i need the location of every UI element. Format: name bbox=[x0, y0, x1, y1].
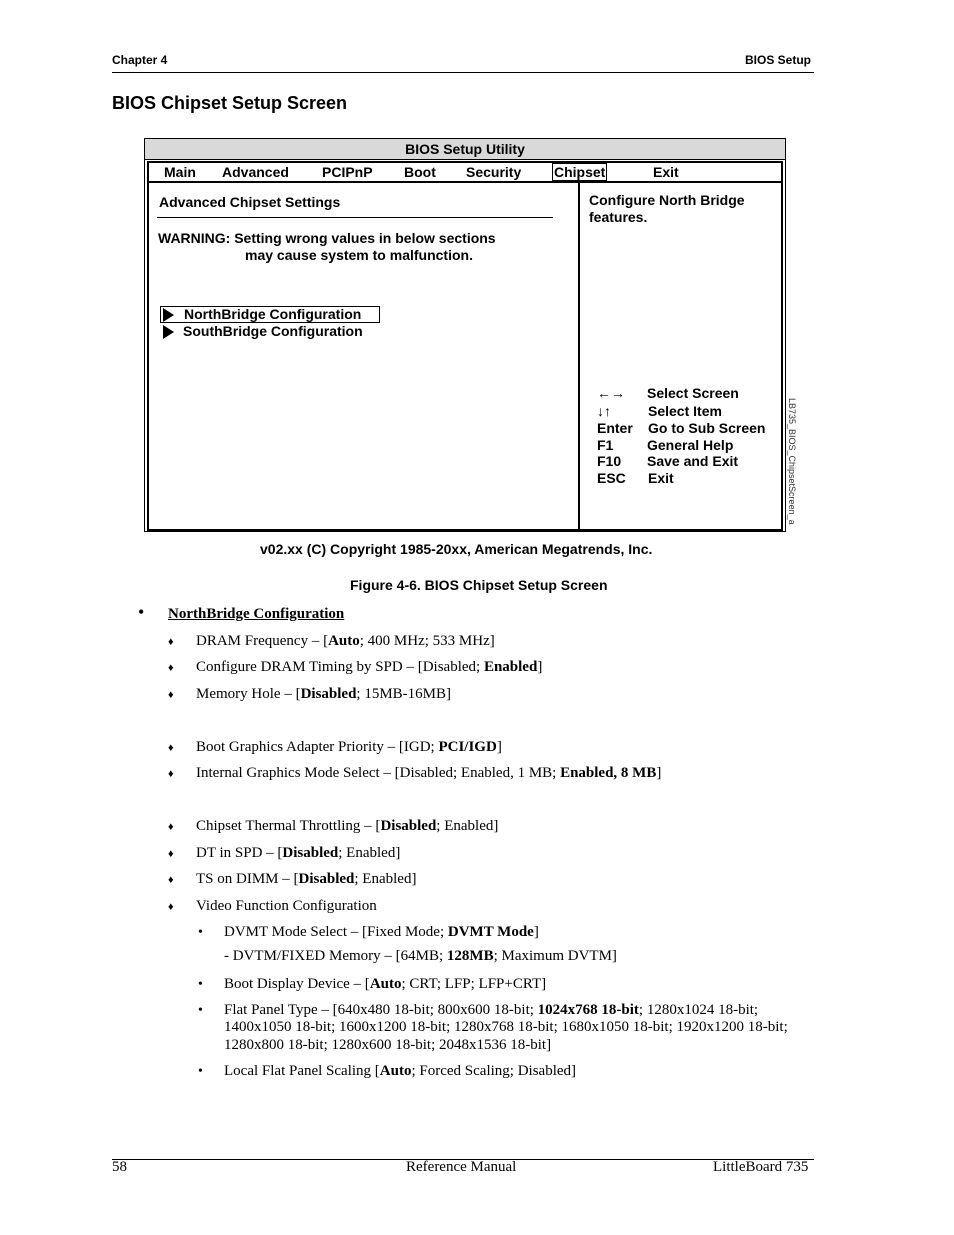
sub-list-item: Flat Panel Type – [640x480 18-bit; 800x600 18-bit; 1024x768 18-bit; 1280x1024 18-bit; bbox=[224, 1002, 759, 1018]
chapter-label: Chapter 4 bbox=[112, 53, 168, 67]
sub-list-item-continued: 1400x1050 18-bit; 1600x1200 18-bit; 1280x768 18-bit; 1680x1050 18-bit; 1920x1200 18-bit; bbox=[224, 1019, 788, 1035]
header-rule bbox=[112, 72, 814, 73]
submenu-arrow-icon bbox=[163, 308, 174, 322]
page-number: 58 bbox=[112, 1159, 127, 1175]
diamond-bullet-icon: ♦ bbox=[168, 742, 174, 754]
sub-list-note: - DVTM/FIXED Memory – [64MB; 128MB; Maximum DVTM] bbox=[224, 948, 617, 964]
section-label: BIOS Setup bbox=[745, 53, 812, 67]
menu-advanced[interactable]: Advanced bbox=[222, 164, 289, 180]
diamond-bullet-icon: ♦ bbox=[168, 874, 174, 886]
northbridge-item[interactable]: NorthBridge Configuration bbox=[184, 306, 362, 322]
list-heading: NorthBridge Configuration bbox=[168, 606, 345, 622]
warning-line-1: WARNING: Setting wrong values in below sections bbox=[158, 230, 496, 246]
panel-heading: Advanced Chipset Settings bbox=[159, 194, 341, 210]
list-item: Internal Graphics Mode Select – [Disabled; Enabled, 1 MB; Enabled, 8 MB] bbox=[196, 765, 662, 781]
section-title: BIOS Chipset Setup Screen bbox=[112, 93, 348, 113]
sub-list-item: DVMT Mode Select – [Fixed Mode; DVMT Mode] bbox=[224, 924, 539, 940]
diamond-bullet-icon: ♦ bbox=[168, 662, 174, 674]
arrows-ud-icon: ↓↑ bbox=[597, 403, 611, 419]
southbridge-item[interactable]: SouthBridge Configuration bbox=[183, 323, 363, 339]
menu-pcipnp[interactable]: PCIPnP bbox=[322, 164, 373, 180]
sub-list-item: Boot Display Device – [Auto; CRT; LFP; LFP+CRT] bbox=[224, 976, 547, 992]
panel-rule bbox=[157, 217, 553, 218]
figure-caption: Figure 4-6. BIOS Chipset Setup Screen bbox=[350, 577, 608, 593]
sub-list-item-continued: 1280x800 18-bit; 1280x600 18-bit; 2048x1536 18-bit] bbox=[224, 1037, 552, 1053]
list-item: DRAM Frequency – [Auto; 400 MHz; 533 MHz] bbox=[196, 633, 495, 649]
menu-exit[interactable]: Exit bbox=[653, 164, 679, 180]
diamond-bullet-icon: ♦ bbox=[168, 901, 174, 913]
bios-divider bbox=[578, 183, 580, 530]
footer-product: LittleBoard 735 bbox=[713, 1159, 809, 1175]
bios-title-bar: BIOS Setup Utility bbox=[145, 139, 785, 160]
dot-bullet-icon: • bbox=[198, 1003, 203, 1018]
list-item: Memory Hole – [Disabled; 15MB-16MB] bbox=[196, 686, 452, 702]
list-item: TS on DIMM – [Disabled; Enabled] bbox=[196, 871, 417, 887]
help-line-2: features. bbox=[589, 209, 648, 225]
list-item: Boot Graphics Adapter Priority – [IGD; PCI/IGD] bbox=[196, 739, 502, 755]
list-item: Configure DRAM Timing by SPD – [Disabled; Enabled] bbox=[196, 659, 543, 675]
list-item: Video Function Configuration bbox=[196, 898, 377, 914]
menu-security[interactable]: Security bbox=[466, 164, 522, 180]
list-item: Chipset Thermal Throttling – [Disabled; Enabled] bbox=[196, 818, 499, 834]
bios-copyright: v02.xx (C) Copyright 1985-20xx, American Megatrends, Inc. bbox=[260, 541, 653, 557]
diamond-bullet-icon: ♦ bbox=[168, 848, 174, 860]
dot-bullet-icon: • bbox=[198, 1064, 203, 1079]
figure-id-label: LB735_BIOS_ChipsetScreen_a bbox=[787, 398, 797, 525]
diamond-bullet-icon: ♦ bbox=[168, 689, 174, 701]
menu-main[interactable]: Main bbox=[164, 164, 196, 180]
diamond-bullet-icon: ♦ bbox=[168, 821, 174, 833]
arrows-lr-icon: ←→ bbox=[597, 385, 625, 401]
submenu-arrow-icon bbox=[163, 325, 174, 339]
diamond-bullet-icon: ♦ bbox=[168, 768, 174, 780]
dot-bullet-icon: • bbox=[198, 925, 203, 940]
bullet-icon: • bbox=[138, 602, 145, 622]
help-line-1: Configure North Bridge bbox=[589, 192, 745, 208]
sub-list-item: Local Flat Panel Scaling [Auto; Forced Scaling; Disabled] bbox=[224, 1063, 577, 1079]
list-item: DT in SPD – [Disabled; Enabled] bbox=[196, 845, 401, 861]
diamond-bullet-icon: ♦ bbox=[168, 636, 174, 648]
menu-chipset[interactable]: Chipset bbox=[554, 164, 606, 180]
menu-boot[interactable]: Boot bbox=[404, 164, 436, 180]
warning-line-2: may cause system to malfunction. bbox=[245, 247, 473, 263]
dot-bullet-icon: • bbox=[198, 977, 203, 992]
footer-title: Reference Manual bbox=[406, 1159, 517, 1175]
